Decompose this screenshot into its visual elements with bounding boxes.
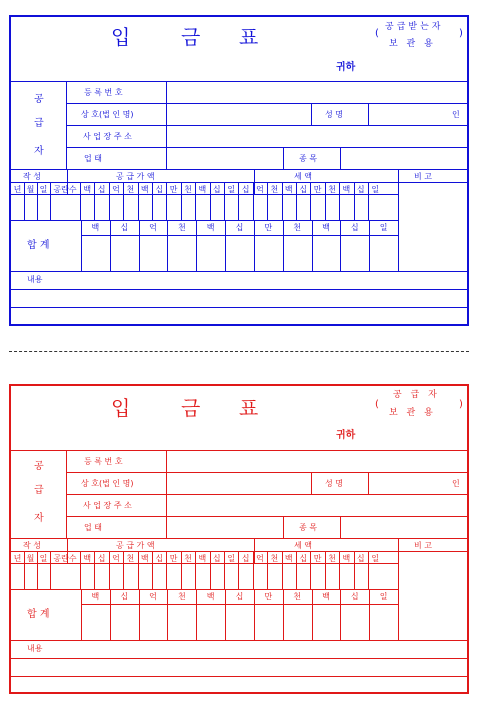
header-tax: 세 액	[294, 541, 312, 550]
grid-line	[167, 589, 168, 640]
grid-line	[340, 220, 341, 271]
column-label: 십	[241, 185, 250, 194]
total-digit-label: 백	[91, 223, 100, 232]
column-label: 월	[26, 185, 35, 194]
total-digit-label: 천	[177, 223, 186, 232]
grid-line	[254, 220, 255, 271]
grid-line	[196, 220, 197, 271]
column-label: 공란수	[53, 554, 77, 563]
grid-line	[139, 589, 140, 640]
column-label: 일	[39, 554, 48, 563]
column-label: 일	[39, 185, 48, 194]
supplier-char-3: 자	[34, 513, 44, 524]
column-label: 십	[155, 185, 164, 194]
header-date: 작 성	[23, 172, 41, 181]
title-char-3: 표	[239, 396, 259, 420]
total-digit-label: 천	[293, 592, 301, 601]
seal-mark: 인	[452, 110, 460, 119]
total-digit-label: 천	[177, 592, 186, 601]
title-char-2: 금	[181, 25, 201, 49]
total-digit-label: 백	[322, 592, 330, 601]
supplier-copy-line2: 보 관 용	[389, 408, 436, 418]
column-label: 공란수	[53, 185, 77, 194]
column-label: 백	[198, 185, 207, 194]
column-label: 십	[97, 185, 106, 194]
total-digit-label: 십	[350, 592, 359, 601]
grid-line	[369, 220, 370, 271]
grid-line	[167, 220, 168, 271]
label-address: 사 업 장 주 소	[83, 501, 132, 510]
column-label: 억	[112, 185, 120, 194]
total-digit-label: 백	[322, 223, 330, 232]
header-supply: 공 급 가 액	[116, 172, 155, 181]
grid-line	[312, 220, 313, 271]
title-char-3: 표	[239, 25, 259, 49]
recipient-copy-line2: 보 관 용	[389, 39, 436, 49]
column-label: 천	[184, 185, 192, 194]
header-supply: 공 급 가 액	[116, 541, 155, 550]
column-label: 백	[198, 554, 207, 563]
column-label: 억	[112, 554, 120, 563]
grid-line	[312, 589, 313, 640]
column-label: 백	[284, 554, 293, 563]
column-label: 만	[169, 185, 178, 194]
header-remarks: 비 고	[414, 541, 432, 550]
column-label: 백	[140, 554, 149, 563]
total-digit-label: 만	[264, 223, 273, 232]
label-company: 상 호(법 인 명)	[81, 479, 134, 488]
column-label: 년	[13, 185, 22, 194]
column-label: 억	[256, 554, 264, 563]
supplier-char-2: 급	[34, 118, 44, 129]
total-digit-label: 백	[206, 592, 215, 601]
paren-close: )	[459, 28, 463, 39]
column-label: 십	[356, 185, 365, 194]
label-business-item: 종 목	[299, 523, 317, 532]
label-reg-no: 등 록 번 호	[84, 88, 123, 97]
column-label: 십	[299, 554, 308, 563]
column-label: 백	[83, 185, 92, 194]
total-digit-label: 십	[120, 223, 129, 232]
supplier-copy-line1: 공 급 자	[393, 390, 440, 400]
label-name: 성 명	[325, 110, 343, 119]
title-char-2: 금	[181, 396, 201, 420]
header-remarks: 비 고	[414, 172, 432, 181]
column-label: 십	[356, 554, 365, 563]
total-label: 합 계	[27, 240, 50, 251]
total-digit-label: 만	[264, 592, 273, 601]
column-label: 십	[212, 554, 221, 563]
total-digit-label: 백	[206, 223, 215, 232]
column-label: 만	[313, 185, 322, 194]
honorific: 귀하	[336, 62, 356, 73]
grid-line	[340, 589, 341, 640]
header-tax: 세 액	[294, 172, 312, 181]
grid-line	[225, 220, 226, 271]
grid-line	[196, 589, 197, 640]
label-name: 성 명	[325, 479, 343, 488]
total-digit-label: 천	[293, 223, 301, 232]
column-label: 천	[270, 185, 279, 194]
content-label: 내용	[27, 644, 43, 653]
column-label: 천	[328, 185, 336, 194]
grid-line	[283, 220, 284, 271]
honorific: 귀하	[336, 430, 356, 441]
total-digit-label: 일	[379, 223, 388, 232]
column-label: 천	[328, 554, 336, 563]
column-label: 억	[256, 185, 264, 194]
column-label: 십	[241, 554, 250, 563]
column-label: 년	[13, 554, 22, 563]
total-digit-label: 십	[235, 592, 244, 601]
total-digit-label: 백	[91, 592, 100, 601]
content-label: 내용	[27, 275, 43, 284]
column-label: 천	[126, 554, 135, 563]
receipt-form-blue	[9, 15, 469, 326]
column-label: 만	[169, 554, 178, 563]
column-label: 일	[227, 554, 236, 563]
column-label: 일	[371, 554, 380, 563]
title-char-1: 입	[111, 25, 131, 49]
column-label: 천	[184, 554, 192, 563]
total-digit-label: 십	[235, 223, 244, 232]
total-digit-label: 십	[350, 223, 359, 232]
grid-line	[369, 589, 370, 640]
column-label: 십	[97, 554, 106, 563]
label-business-type: 업 태	[84, 154, 102, 163]
column-label: 십	[299, 185, 308, 194]
grid-line	[139, 220, 140, 271]
column-label: 만	[313, 554, 322, 563]
grid-line	[225, 589, 226, 640]
total-label: 합 계	[27, 609, 50, 620]
supplier-char-2: 급	[34, 485, 44, 496]
total-digit-label: 십	[120, 592, 129, 601]
supplier-char-3: 자	[34, 146, 44, 157]
total-digit-label: 일	[379, 592, 388, 601]
column-label: 일	[227, 185, 236, 194]
title-char-1: 입	[111, 396, 131, 420]
cut-line	[9, 351, 469, 352]
column-label: 십	[212, 185, 221, 194]
column-label: 백	[342, 554, 351, 563]
paren-close: )	[459, 399, 463, 410]
grid-line	[110, 220, 111, 271]
total-digit-label: 억	[149, 592, 157, 601]
column-label: 백	[140, 185, 149, 194]
column-label: 십	[155, 554, 164, 563]
paren-open: (	[375, 28, 379, 39]
supplier-char-1: 공	[34, 94, 44, 105]
grid-line	[283, 589, 284, 640]
column-label: 백	[284, 185, 293, 194]
seal-mark: 인	[452, 479, 460, 488]
receipt-form-red	[9, 384, 469, 694]
column-label: 일	[371, 185, 380, 194]
supplier-char-1: 공	[34, 461, 44, 472]
header-date: 작 성	[23, 541, 41, 550]
label-reg-no: 등 록 번 호	[84, 457, 123, 466]
paren-open: (	[375, 399, 379, 410]
total-digit-label: 억	[149, 223, 157, 232]
column-label: 천	[270, 554, 279, 563]
label-address: 사 업 장 주 소	[83, 132, 132, 141]
column-label: 백	[342, 185, 351, 194]
grid-line	[110, 589, 111, 640]
column-label: 백	[83, 554, 92, 563]
label-business-item: 종 목	[299, 154, 317, 163]
label-business-type: 업 태	[84, 523, 102, 532]
recipient-copy-line1: 공급받는자	[385, 22, 444, 32]
column-label: 월	[26, 554, 35, 563]
label-company: 상 호(법 인 명)	[81, 110, 134, 119]
grid-line	[254, 589, 255, 640]
column-label: 천	[126, 185, 135, 194]
